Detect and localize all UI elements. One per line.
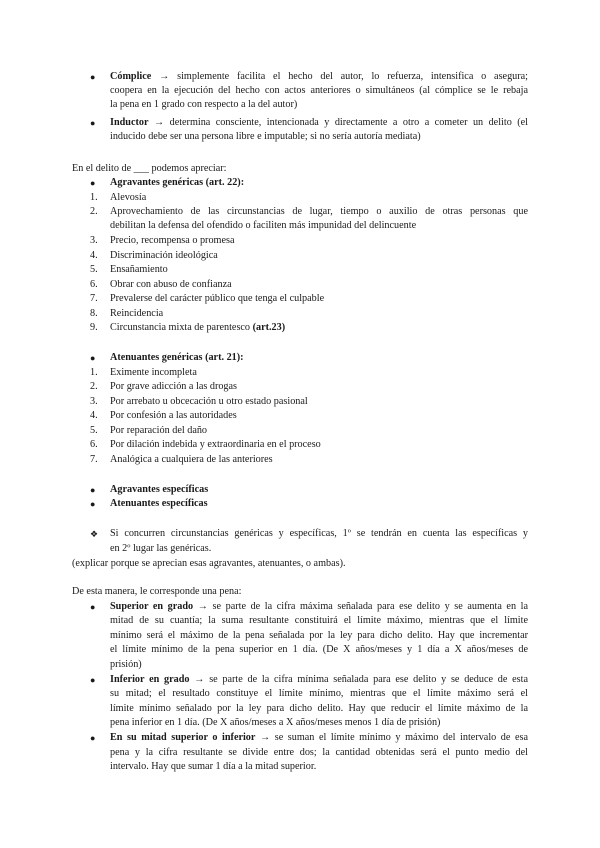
list-item: Precio, recompensa o promesa [110, 235, 235, 246]
list-item: Por arrebato u obcecación u otro estado pasional [110, 396, 308, 407]
complice-line-1: Cómplice → simplemente facilita el hecho del autor, lo refuerza, intensifica o asegura; [110, 71, 528, 82]
bullet-icon: ● [90, 675, 96, 685]
list-item: Prevalerse del carácter público que tenga el culpable [110, 293, 325, 304]
list-number: 7. [90, 454, 98, 465]
note-line-1: Si concurren circunstancias genéricas y específicas, 1º se tendrán en cuenta las específicas y [110, 528, 528, 539]
list-item: Discriminación ideológica [110, 250, 218, 261]
complice-term: Cómplice [110, 71, 152, 82]
agravantes-heading: Agravantes genéricas (art. 22): [110, 177, 245, 188]
list-item: Por dilación indebida y extraordinaria en el proceso [110, 439, 321, 450]
atenuantes-heading: Atenuantes genéricas (art. 21): [110, 352, 244, 363]
diamond-bullet-icon: ❖ [90, 529, 99, 539]
inferior-line-3: límite mínimo señalado por la ley para dicho delito. Hay que reducir el límite máximo de la [110, 703, 528, 714]
bullet-icon: ● [90, 353, 96, 363]
superior-line-1: Superior en grado → se parte de la cifra máxima señalada para ese delito y se aumenta en la [110, 601, 528, 612]
list-number: 5. [90, 264, 98, 275]
explicar-line: (explicar porque se aprecian esas agravantes, atenuantes, o ambas). [72, 558, 346, 569]
list-number: 2. [90, 381, 98, 392]
inductor-line-2: inducido debe ser una persona libre e imputable; si no sería autoría mediata) [110, 131, 421, 142]
atenuantes-especificas: Atenuantes específicas [110, 498, 208, 509]
inductor-line-1: Inductor → determina consciente, intencionada y directamente a otro a cometer un delito (el [110, 117, 528, 128]
list-item-continuation: debilitan la defensa del ofendido o faciliten más impunidad del delincuente [110, 220, 417, 231]
agravantes-especificas: Agravantes específicas [110, 484, 209, 495]
bullet-icon: ● [90, 485, 96, 495]
list-number: 5. [90, 425, 98, 436]
inferior-line-4: pena inferior en 1 día. (De X años/meses a X años/meses menos 1 día de prisión) [110, 717, 441, 728]
list-item: Obrar con abuso de confianza [110, 279, 232, 290]
list-number: 4. [90, 250, 98, 261]
list-item: Aprovechamiento de las circunstancias de lugar, tiempo o auxilio de otras personas que [110, 206, 528, 217]
bullet-icon: ● [90, 118, 96, 128]
inferior-term: Inferior en grado [110, 674, 190, 685]
list-item: Por grave adicción a las drogas [110, 381, 238, 392]
list-number: 6. [90, 279, 98, 290]
superior-line-2: mitad de su cuantía; la suma resultante constituirá el límite máximo, mientras que el límite [110, 615, 528, 626]
list-number: 3. [90, 396, 98, 407]
list-item: Por confesión a las autoridades [110, 410, 237, 421]
article-ref: (art.23) [252, 322, 286, 333]
note-line-2: en 2º lugar las genéricas. [110, 543, 212, 554]
list-item: Por reparación del daño [110, 425, 208, 436]
list-item: Ensañamiento [110, 264, 168, 275]
bullet-icon: ● [90, 733, 96, 743]
bullet-icon: ● [90, 178, 96, 188]
list-number: 4. [90, 410, 98, 421]
list-item: Circunstancia mixta de parentesco (art.23) [110, 322, 286, 333]
complice-line-3: la pena en 1 grado con respecto a la del autor) [110, 99, 298, 110]
mitad-line-2: pena y la cifra resultante se divide entre dos; la cantidad obtenidas será el punto medio del [110, 747, 528, 758]
list-item: Analógica a cualquiera de las anteriores [110, 454, 273, 465]
list-number: 1. [90, 367, 98, 378]
bullet-icon: ● [90, 602, 96, 612]
mitad-line-1: En su mitad superior o inferior → se suman el límite mínimo y máximo del intervalo de esa [110, 732, 528, 743]
list-number: 8. [90, 308, 98, 319]
list-number: 9. [90, 322, 98, 333]
list-number: 2. [90, 206, 98, 217]
list-number: 1. [90, 192, 98, 203]
superior-line-4: el límite mínimo de la pena superior en 1 día. (De X años/meses y 1 día a X años/meses de [110, 644, 528, 655]
pena-intro: De esta manera, le corresponde una pena: [72, 586, 242, 597]
list-number: 7. [90, 293, 98, 304]
delito-line: En el delito de ___ podemos apreciar: [72, 163, 227, 174]
list-item: Eximente incompleta [110, 367, 197, 378]
bullet-icon: ● [90, 72, 96, 82]
list-item: Reincidencia [110, 308, 164, 319]
superior-line-5: prisión) [110, 659, 142, 670]
list-number: 6. [90, 439, 98, 450]
complice-line-2: coopera en la ejecución del hecho con actos anteriores o simultáneos (al cómplice se le rebaja [110, 85, 528, 96]
superior-line-3: mínimo será el máximo de la pena señalada por la ley para dicho delito. Hay que incrementar [110, 630, 528, 641]
inferior-line-2: su mitad; el resultado constituye el límite mínimo, mientras que el límite máximo será el [110, 688, 528, 699]
list-item: Alevosía [110, 192, 147, 203]
mitad-line-3: intervalo. Hay que sumar 1 día a la mitad superior. [110, 761, 317, 772]
superior-term: Superior en grado [110, 601, 194, 612]
bullet-icon: ● [90, 499, 96, 509]
mitad-term: En su mitad superior o inferior [110, 732, 256, 743]
inductor-term: Inductor [110, 117, 149, 128]
inferior-line-1: Inferior en grado → se parte de la cifra mínima señalada para ese delito y se deduce de esta [110, 674, 529, 685]
list-number: 3. [90, 235, 98, 246]
